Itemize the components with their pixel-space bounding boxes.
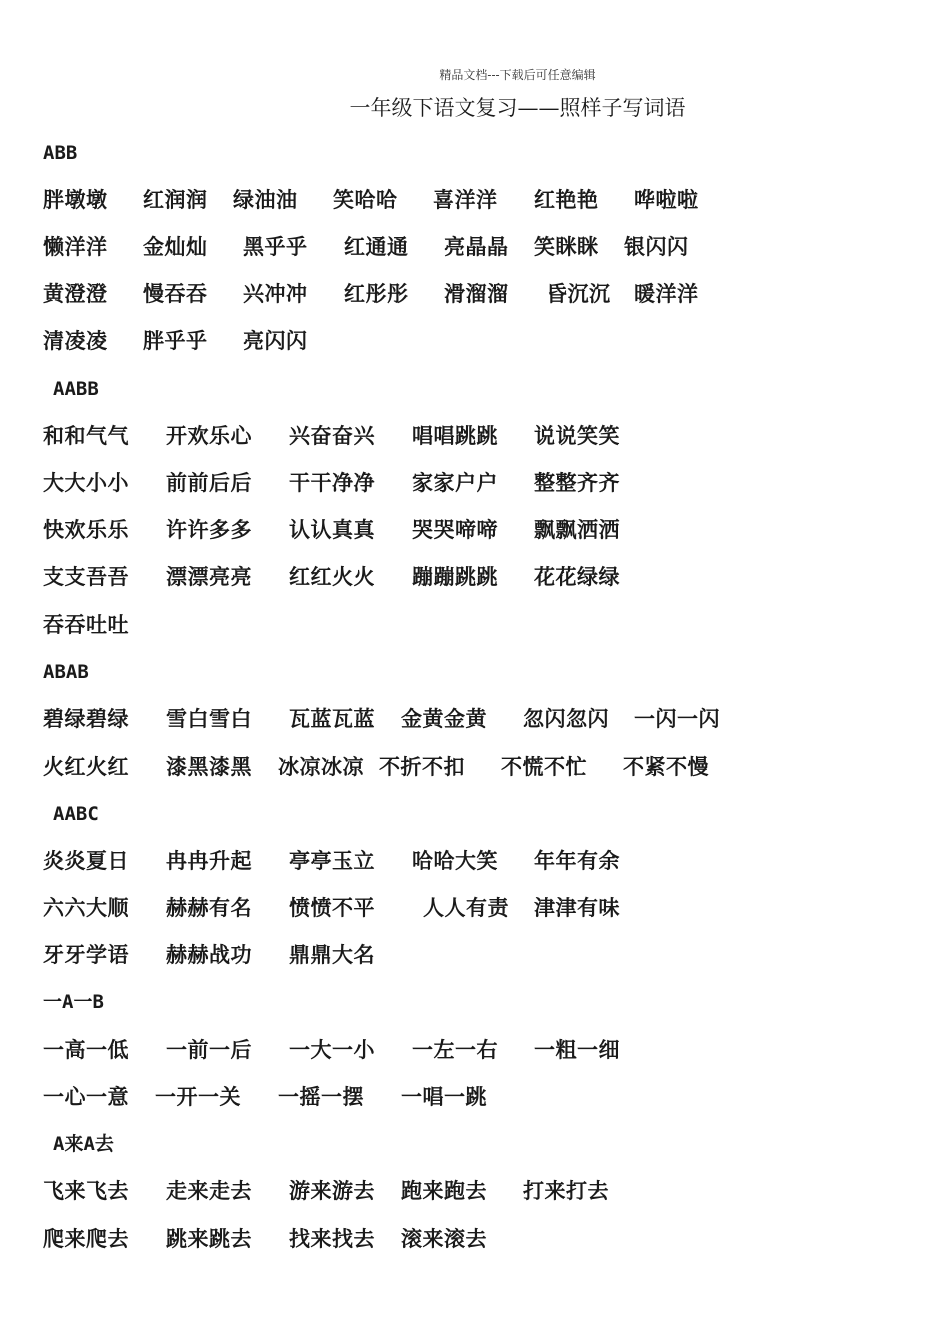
example-word: 亭亭玉立 bbox=[289, 849, 375, 873]
example-word: 瓦蓝瓦蓝 bbox=[289, 707, 375, 731]
example-word: 兴冲冲 bbox=[243, 282, 308, 306]
example-word: 支支吾吾 bbox=[43, 565, 129, 589]
example-word: 赫赫战功 bbox=[166, 943, 252, 967]
word-row bbox=[0, 468, 950, 498]
example-word: 兴奋奋兴 bbox=[289, 424, 375, 448]
example-word: 雪白雪白 bbox=[166, 707, 252, 731]
example-word: 许许多多 bbox=[166, 518, 252, 542]
example-word: 一前一后 bbox=[166, 1038, 252, 1062]
word-row bbox=[0, 421, 950, 451]
word-row bbox=[0, 610, 950, 640]
example-word: 大大小小 bbox=[43, 471, 129, 495]
example-word: 年年有余 bbox=[534, 849, 620, 873]
section-heading: A来A去 bbox=[53, 1133, 114, 1155]
word-row bbox=[0, 752, 950, 782]
example-word: 唱唱跳跳 bbox=[412, 424, 498, 448]
example-word: 一心一意 bbox=[43, 1085, 129, 1109]
example-word: 一粗一细 bbox=[534, 1038, 620, 1062]
example-word: 漆黑漆黑 bbox=[166, 755, 252, 779]
example-word: 不紧不慢 bbox=[623, 755, 709, 779]
example-word: 忽闪忽闪 bbox=[523, 707, 609, 731]
example-word: 找来找去 bbox=[289, 1227, 375, 1251]
example-word: 走来走去 bbox=[166, 1179, 252, 1203]
example-word: 哗啦啦 bbox=[634, 188, 699, 212]
word-row bbox=[0, 846, 950, 876]
example-word: 鼎鼎大名 bbox=[289, 943, 375, 967]
example-word: 吞吞吐吐 bbox=[43, 613, 129, 637]
example-word: 不折不扣 bbox=[379, 755, 465, 779]
example-word: 滑溜溜 bbox=[444, 282, 509, 306]
example-word: 胖乎乎 bbox=[143, 329, 208, 353]
word-row bbox=[0, 279, 950, 309]
example-word: 游来游去 bbox=[289, 1179, 375, 1203]
example-word: 家家户户 bbox=[412, 471, 498, 495]
example-word: 一闪一闪 bbox=[634, 707, 720, 731]
section-heading-line bbox=[0, 987, 950, 1017]
word-row bbox=[0, 704, 950, 734]
example-word: 红艳艳 bbox=[534, 188, 599, 212]
word-row bbox=[0, 232, 950, 262]
word-row bbox=[0, 326, 950, 356]
example-word: 红通通 bbox=[344, 235, 409, 259]
example-word: 滚来滚去 bbox=[401, 1227, 487, 1251]
example-word: 一左一右 bbox=[412, 1038, 498, 1062]
example-word: 飘飘洒洒 bbox=[534, 518, 620, 542]
example-word: 开欢乐心 bbox=[166, 424, 252, 448]
word-row bbox=[0, 515, 950, 545]
example-word: 一开一关 bbox=[155, 1085, 241, 1109]
example-word: 打来打去 bbox=[523, 1179, 609, 1203]
example-word: 懒洋洋 bbox=[43, 235, 108, 259]
example-word: 整整齐齐 bbox=[534, 471, 620, 495]
example-word: 一大一小 bbox=[289, 1038, 375, 1062]
example-word: 爬来爬去 bbox=[43, 1227, 129, 1251]
example-word: 黑乎乎 bbox=[243, 235, 308, 259]
example-word: 黄澄澄 bbox=[43, 282, 108, 306]
example-word: 慢吞吞 bbox=[143, 282, 208, 306]
example-word: 津津有味 bbox=[534, 896, 620, 920]
word-row bbox=[0, 1082, 950, 1112]
example-word: 碧绿碧绿 bbox=[43, 707, 129, 731]
section-heading-line bbox=[0, 374, 950, 404]
example-word: 牙牙学语 bbox=[43, 943, 129, 967]
example-word: 六六大顺 bbox=[43, 896, 129, 920]
example-word: 人人有责 bbox=[423, 896, 509, 920]
example-word: 绿油油 bbox=[233, 188, 298, 212]
example-word: 一唱一跳 bbox=[401, 1085, 487, 1109]
example-word: 一高一低 bbox=[43, 1038, 129, 1062]
example-word: 昏沉沉 bbox=[546, 282, 611, 306]
word-row bbox=[0, 893, 950, 923]
example-word: 漂漂亮亮 bbox=[166, 565, 252, 589]
section-heading: ABB bbox=[43, 142, 78, 164]
example-word: 哈哈大笑 bbox=[412, 849, 498, 873]
example-word: 一摇一摆 bbox=[278, 1085, 364, 1109]
example-word: 干干净净 bbox=[289, 471, 375, 495]
document-note: 精品文档---下载后可任意编辑 bbox=[439, 68, 596, 82]
example-word: 亮闪闪 bbox=[243, 329, 308, 353]
example-word: 前前后后 bbox=[166, 471, 252, 495]
example-word: 红润润 bbox=[143, 188, 208, 212]
example-word: 笑眯眯 bbox=[534, 235, 599, 259]
example-word: 说说笑笑 bbox=[534, 424, 620, 448]
example-word: 炎炎夏日 bbox=[43, 849, 129, 873]
example-word: 不慌不忙 bbox=[501, 755, 587, 779]
word-row bbox=[0, 185, 950, 215]
section-heading-line bbox=[0, 138, 950, 168]
word-row bbox=[0, 562, 950, 592]
example-word: 赫赫有名 bbox=[166, 896, 252, 920]
example-word: 和和气气 bbox=[43, 424, 129, 448]
example-word: 金灿灿 bbox=[143, 235, 208, 259]
example-word: 红红火火 bbox=[289, 565, 375, 589]
example-word: 蹦蹦跳跳 bbox=[412, 565, 498, 589]
example-word: 跑来跑去 bbox=[401, 1179, 487, 1203]
word-row bbox=[0, 1224, 950, 1254]
section-heading: ABAB bbox=[43, 661, 89, 683]
example-word: 喜洋洋 bbox=[433, 188, 498, 212]
example-word: 胖墩墩 bbox=[43, 188, 108, 212]
example-word: 快欢乐乐 bbox=[43, 518, 129, 542]
example-word: 暖洋洋 bbox=[634, 282, 699, 306]
example-word: 火红火红 bbox=[43, 755, 129, 779]
example-word: 冰凉冰凉 bbox=[278, 755, 364, 779]
document-title: 一年级下语文复习——照样子写词语 bbox=[349, 96, 686, 120]
example-word: 哭哭啼啼 bbox=[412, 518, 498, 542]
example-word: 花花绿绿 bbox=[534, 565, 620, 589]
example-word: 银闪闪 bbox=[624, 235, 689, 259]
section-heading-line bbox=[0, 799, 950, 829]
section-heading: AABC bbox=[53, 803, 99, 825]
example-word: 红彤彤 bbox=[344, 282, 409, 306]
section-heading-line bbox=[0, 1129, 950, 1159]
section-heading-line bbox=[0, 657, 950, 687]
example-word: 认认真真 bbox=[289, 518, 375, 542]
example-word: 跳来跳去 bbox=[166, 1227, 252, 1251]
section-heading: AABB bbox=[53, 378, 99, 400]
example-word: 飞来飞去 bbox=[43, 1179, 129, 1203]
section-heading: 一A一B bbox=[43, 991, 104, 1013]
example-word: 清凌凌 bbox=[43, 329, 108, 353]
example-word: 愤愤不平 bbox=[289, 896, 375, 920]
example-word: 笑哈哈 bbox=[333, 188, 398, 212]
example-word: 冉冉升起 bbox=[166, 849, 252, 873]
word-row bbox=[0, 1035, 950, 1065]
word-row bbox=[0, 940, 950, 970]
example-word: 亮晶晶 bbox=[444, 235, 509, 259]
example-word: 金黄金黄 bbox=[401, 707, 487, 731]
word-row bbox=[0, 1176, 950, 1206]
